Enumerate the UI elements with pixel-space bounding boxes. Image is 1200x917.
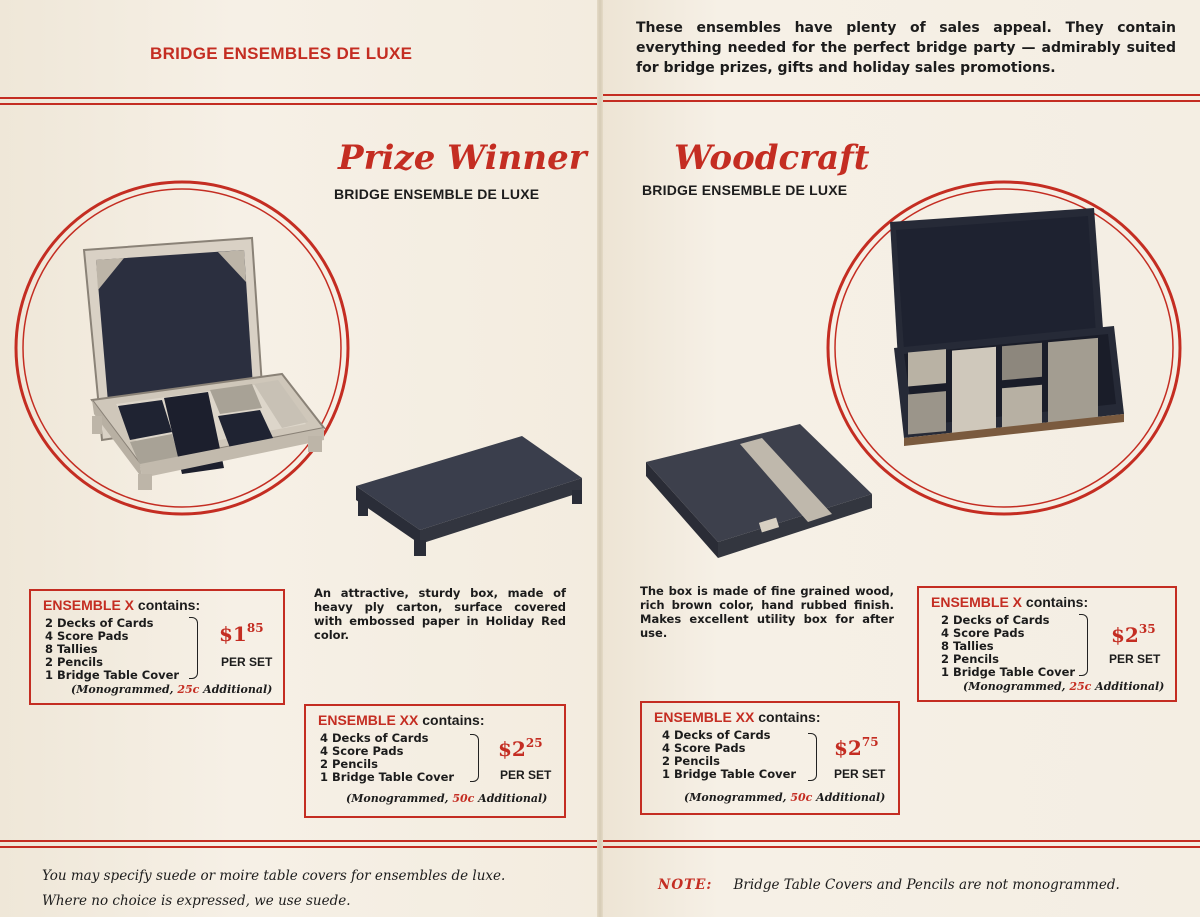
contains-label: contains: <box>1025 594 1089 610</box>
monogram-note <box>963 680 1164 693</box>
prize-winner-title: Prize Winner <box>338 138 587 178</box>
top-rule-left-2 <box>0 103 597 105</box>
woodcraft-title: Woodcraft <box>674 138 870 178</box>
left-ensemble-x-box <box>29 589 285 705</box>
mono-price: 25c <box>177 683 200 696</box>
mono-suffix: Additional) <box>203 683 273 696</box>
top-rule-left-1 <box>0 97 597 99</box>
price-dollars: $2 <box>498 737 526 761</box>
ensemble-name: ENSEMBLE X <box>931 594 1023 610</box>
mono-price: 25c <box>1069 680 1092 693</box>
per-set-label: PER SET <box>221 655 273 669</box>
list-item: 1 Bridge Table Cover <box>941 665 1076 679</box>
list-item: 2 Pencils <box>662 754 720 768</box>
left-ensemble-xx-box <box>304 704 566 818</box>
price-cents: 35 <box>1138 622 1156 636</box>
mono-prefix: (Monogrammed, <box>71 683 174 696</box>
price-dollars: $2 <box>1111 623 1139 647</box>
list-item: 2 Pencils <box>45 655 103 669</box>
contains-label: contains: <box>422 712 485 728</box>
brace <box>808 733 817 781</box>
right-ensemble-x-box <box>917 586 1177 702</box>
monogram-note <box>71 683 272 696</box>
mono-price: 50c <box>790 791 813 804</box>
right-ensemble-xx-items <box>662 729 796 781</box>
right-ensemble-xx-title <box>654 709 820 725</box>
per-set-label: PER SET <box>834 767 886 781</box>
per-set-label: PER SET <box>500 768 552 782</box>
monogram-note <box>346 792 547 805</box>
list-item: 4 Score Pads <box>45 629 129 643</box>
left-ensemble-xx-title <box>318 712 484 728</box>
mono-prefix: (Monogrammed, <box>684 791 787 804</box>
bottom-rule-right-2 <box>603 846 1200 848</box>
woodcraft-description: The box is made of fine grained wood, rich brown color, hand rubbed finish. Makes excellent utility box for after use. <box>640 584 894 640</box>
ensemble-name: ENSEMBLE XX <box>654 709 755 725</box>
contains-label: contains: <box>758 709 821 725</box>
note-text: Bridge Table Covers and Pencils are not monogrammed. <box>733 877 1120 893</box>
list-item: 1 Bridge Table Cover <box>662 767 797 781</box>
price-cents: 25 <box>525 736 543 750</box>
left-ensemble-xx-items <box>320 732 454 784</box>
list-item: 4 Score Pads <box>320 744 404 758</box>
prize-winner-subtitle: BRIDGE ENSEMBLE DE LUXE <box>334 186 540 202</box>
right-ensemble-xx-box <box>640 701 900 815</box>
mono-prefix: (Monogrammed, <box>963 680 1066 693</box>
bottom-rule-left-2 <box>0 846 597 848</box>
price-dollars: $2 <box>834 736 862 760</box>
brace <box>1079 614 1088 676</box>
contains-label: contains: <box>137 597 201 613</box>
ensemble-name: ENSEMBLE X <box>43 597 135 613</box>
suede-note-line2: Where no choice is expressed, we use suede. <box>42 893 351 909</box>
ensemble-name: ENSEMBLE XX <box>318 712 419 728</box>
woodcraft-closed-box-image <box>640 402 880 562</box>
mono-price: 50c <box>452 792 475 805</box>
right-ensemble-xx-price <box>834 735 879 760</box>
price-dollars: $1 <box>219 622 247 646</box>
right-ensemble-x-price <box>1111 622 1156 647</box>
price-cents: 75 <box>861 735 879 749</box>
bottom-rule-left-1 <box>0 840 597 842</box>
list-item: 4 Score Pads <box>941 626 1025 640</box>
right-ensemble-x-items <box>941 614 1075 679</box>
mono-prefix: (Monogrammed, <box>346 792 449 805</box>
prize-winner-description: An attractive, sturdy box, made of heavy ply carton, surface covered with embossed paper in Holiday Red color. <box>314 586 566 642</box>
per-set-label: PER SET <box>1109 652 1161 666</box>
list-item: 2 Pencils <box>941 652 999 666</box>
right-ensemble-x-title <box>931 594 1088 610</box>
woodcraft-subtitle: BRIDGE ENSEMBLE DE LUXE <box>642 182 848 198</box>
list-item: 8 Tallies <box>45 642 98 656</box>
list-item: 2 Decks of Cards <box>45 616 154 630</box>
note-label: NOTE: <box>658 877 713 893</box>
list-item: 4 Decks of Cards <box>320 731 429 745</box>
left-ensemble-x-price <box>219 621 264 646</box>
mono-suffix: Additional) <box>478 792 548 805</box>
footer-note <box>658 874 1120 893</box>
mono-suffix: Additional) <box>816 791 886 804</box>
prize-winner-open-box-image <box>12 178 352 518</box>
list-item: 1 Bridge Table Cover <box>320 770 455 784</box>
monogram-note <box>684 791 885 804</box>
mono-suffix: Additional) <box>1095 680 1165 693</box>
list-item: 2 Pencils <box>320 757 378 771</box>
brace <box>189 617 198 679</box>
intro-paragraph: These ensembles have plenty of sales appeal. They contain everything needed for the perfect bridge party — admirably suited for bridge prizes, gifts and holiday sales promotions. <box>636 20 1176 76</box>
brace <box>470 734 479 782</box>
bottom-rule-right-1 <box>603 840 1200 842</box>
list-item: 4 Decks of Cards <box>662 728 771 742</box>
suede-note-line1: You may specify suede or moire table covers for ensembles de luxe. <box>42 868 506 884</box>
list-item: 8 Tallies <box>941 639 994 653</box>
page-fold <box>597 0 603 917</box>
list-item: 1 Bridge Table Cover <box>45 668 180 682</box>
left-header: BRIDGE ENSEMBLES DE LUXE <box>150 44 413 63</box>
top-rule-right-2 <box>603 100 1200 102</box>
list-item: 4 Score Pads <box>662 741 746 755</box>
left-ensemble-xx-price <box>498 736 543 761</box>
list-item: 2 Decks of Cards <box>941 613 1050 627</box>
left-ensemble-x-title <box>43 597 200 613</box>
top-rule-right-1 <box>603 94 1200 96</box>
price-cents: 85 <box>246 621 264 635</box>
prize-winner-closed-box-image <box>350 408 590 558</box>
left-ensemble-x-items <box>45 617 179 682</box>
